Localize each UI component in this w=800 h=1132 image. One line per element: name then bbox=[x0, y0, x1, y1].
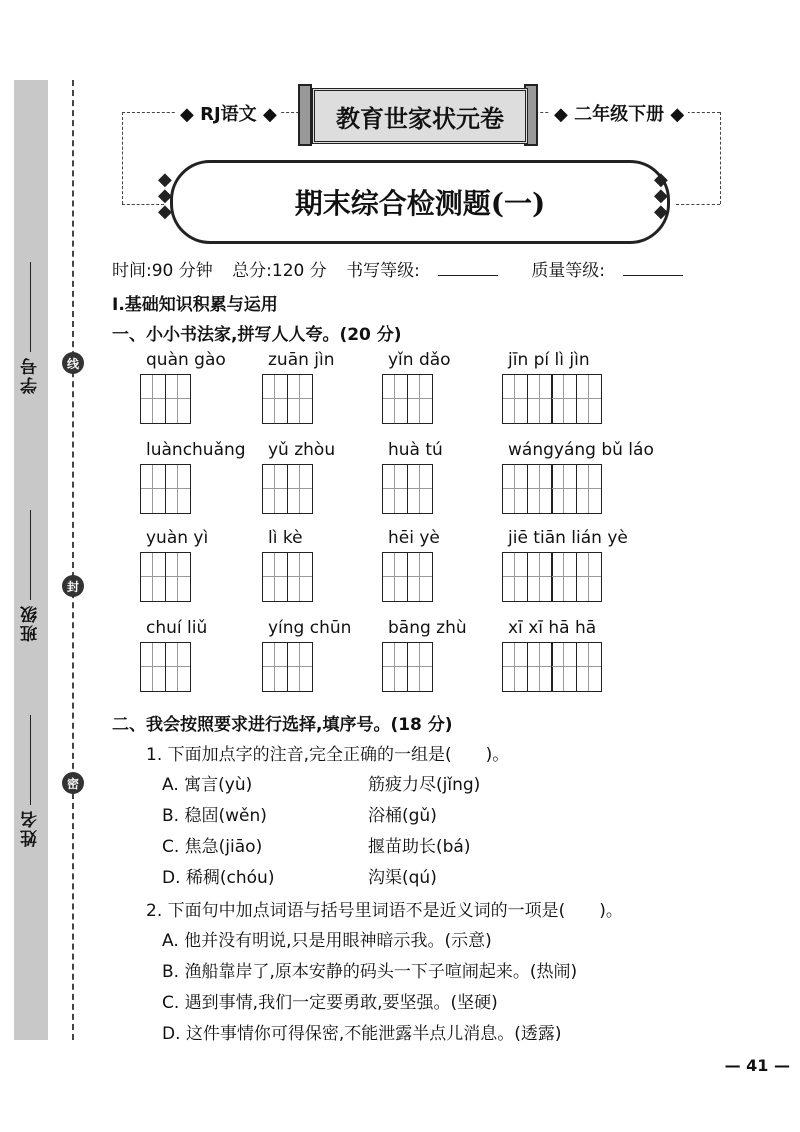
tianzige-grid bbox=[262, 642, 311, 692]
q2-option: A. 他并没有明说,只是用眼神暗示我。(示意) bbox=[162, 931, 492, 951]
class-field bbox=[18, 510, 43, 642]
section2-title: 二、我会按照要求进行选择,填序号。(18 分) bbox=[112, 715, 453, 735]
writing-cell[interactable] bbox=[407, 464, 433, 514]
pinyin-row bbox=[140, 528, 720, 618]
part-title: Ⅰ.基础知识积累与运用 bbox=[112, 295, 278, 315]
tianzige-grid bbox=[140, 642, 189, 692]
name-label: 姓名 bbox=[21, 809, 41, 847]
pinyin-text: jīn pí lì jìn bbox=[508, 350, 590, 370]
writing-cell[interactable] bbox=[382, 642, 408, 692]
pinyin-text: quàn gào bbox=[146, 350, 226, 370]
writing-cell[interactable] bbox=[527, 374, 553, 424]
pinyin-text: yǔ zhòu bbox=[268, 440, 336, 460]
writing-cell[interactable] bbox=[576, 374, 602, 424]
writing-cell[interactable] bbox=[407, 552, 433, 602]
section1-title: 一、小小书法家,拼写人人夸。(20 分) bbox=[112, 325, 402, 345]
writing-cell[interactable] bbox=[576, 552, 602, 602]
pinyin-row bbox=[140, 440, 720, 530]
seal-secret: 密 bbox=[62, 772, 84, 794]
writing-cell[interactable] bbox=[140, 464, 166, 514]
tianzige-grid bbox=[382, 464, 431, 514]
pinyin-text: yíng chūn bbox=[268, 618, 352, 638]
writing-cell[interactable] bbox=[527, 552, 553, 602]
diamond-ornament-left: ◆ ◆ ◆ bbox=[158, 169, 172, 222]
quality-grade-label: 质量等级: bbox=[531, 261, 606, 281]
diamond-ornament-right: ◆ ◆ ◆ bbox=[654, 169, 668, 222]
tianzige-grid bbox=[382, 552, 431, 602]
tianzige-grid bbox=[382, 374, 431, 424]
tianzige-grid bbox=[140, 464, 189, 514]
q2-option: D. 这件事情你可得保密,不能泄露半点儿消息。(透露) bbox=[162, 1024, 562, 1044]
scroll-left bbox=[298, 84, 312, 146]
writing-cell[interactable] bbox=[262, 552, 288, 602]
writing-cell[interactable] bbox=[502, 464, 528, 514]
writing-cell[interactable] bbox=[502, 552, 528, 602]
tianzige-grid bbox=[262, 552, 311, 602]
pinyin-text: huà tú bbox=[388, 440, 443, 460]
tianzige-grid bbox=[502, 374, 600, 424]
series-banner: 教育世家状元卷 bbox=[312, 88, 528, 144]
writing-cell[interactable] bbox=[382, 374, 408, 424]
pinyin-text: yǐn dǎo bbox=[388, 350, 451, 370]
tianzige-grid bbox=[502, 642, 600, 692]
exam-info bbox=[112, 256, 711, 281]
q2-option: C. 遇到事情,我们一定要勇敢,要坚强。(坚硬) bbox=[162, 993, 498, 1013]
student-id-label: 学号 bbox=[21, 356, 41, 394]
writing-cell[interactable] bbox=[140, 552, 166, 602]
pinyin-text: zuān jìn bbox=[268, 350, 335, 370]
quality-grade-blank[interactable] bbox=[623, 275, 683, 276]
writing-cell[interactable] bbox=[165, 464, 191, 514]
q1-option: 揠苗助长(bá) bbox=[368, 837, 471, 857]
tianzige-grid bbox=[262, 464, 311, 514]
writing-cell[interactable] bbox=[262, 374, 288, 424]
student-id-field bbox=[18, 262, 43, 394]
pinyin-row bbox=[140, 618, 720, 708]
writing-cell[interactable] bbox=[502, 642, 528, 692]
pinyin-text: xī xī hā hā bbox=[508, 618, 597, 638]
tianzige-grid bbox=[502, 464, 600, 514]
writing-cell[interactable] bbox=[551, 464, 577, 514]
writing-grade-label: 书写等级: bbox=[346, 261, 420, 281]
pinyin-row bbox=[140, 350, 720, 440]
writing-cell[interactable] bbox=[576, 642, 602, 692]
tianzige-grid bbox=[502, 552, 600, 602]
pinyin-text: jiē tiān lián yè bbox=[508, 528, 628, 548]
writing-cell[interactable] bbox=[382, 464, 408, 514]
page-number: — 41 — bbox=[724, 1056, 790, 1075]
time-limit: 时间:90 分钟 bbox=[112, 261, 213, 281]
writing-cell[interactable] bbox=[287, 552, 313, 602]
writing-cell[interactable] bbox=[287, 642, 313, 692]
total-score: 总分:120 分 bbox=[232, 261, 327, 281]
writing-cell[interactable] bbox=[502, 374, 528, 424]
pinyin-text: hēi yè bbox=[388, 528, 440, 548]
pinyin-text: wángyáng bǔ láo bbox=[508, 440, 654, 460]
q1-option: 筋疲力尽(jǐng) bbox=[368, 775, 481, 795]
q1-option: 沟渠(qú) bbox=[368, 868, 437, 888]
name-field bbox=[18, 715, 43, 847]
writing-cell[interactable] bbox=[140, 374, 166, 424]
writing-cell[interactable] bbox=[527, 642, 553, 692]
writing-cell[interactable] bbox=[262, 642, 288, 692]
writing-cell[interactable] bbox=[382, 552, 408, 602]
pinyin-text: lì kè bbox=[268, 528, 303, 548]
writing-cell[interactable] bbox=[287, 374, 313, 424]
writing-cell[interactable] bbox=[551, 374, 577, 424]
cut-line bbox=[72, 80, 74, 1040]
q1-option: A. 寓言(yù) bbox=[162, 775, 253, 795]
q1-option: B. 稳固(wěn) bbox=[162, 806, 267, 826]
tianzige-grid bbox=[140, 552, 189, 602]
pinyin-text: bāng zhù bbox=[388, 618, 467, 638]
tianzige-grid bbox=[262, 374, 311, 424]
pinyin-text: luànchuǎng bbox=[146, 440, 246, 460]
writing-cell[interactable] bbox=[527, 464, 553, 514]
writing-cell[interactable] bbox=[165, 374, 191, 424]
pinyin-text: yuàn yì bbox=[146, 528, 209, 548]
tianzige-grid bbox=[140, 374, 189, 424]
pinyin-text: chuí liǔ bbox=[146, 618, 208, 638]
writing-cell[interactable] bbox=[165, 552, 191, 602]
question-2: 2. 下面句中加点词语与括号里词语不是近义词的一项是( )。 bbox=[146, 901, 623, 921]
writing-cell[interactable] bbox=[551, 552, 577, 602]
writing-cell[interactable] bbox=[407, 374, 433, 424]
grade-label: ◆ 二年级下册 ◆ bbox=[550, 100, 688, 126]
q1-option: C. 焦急(jiāo) bbox=[162, 837, 263, 857]
writing-cell[interactable] bbox=[287, 464, 313, 514]
writing-cell[interactable] bbox=[576, 464, 602, 514]
q2-option: B. 渔船靠岸了,原本安静的码头一下子喧闹起来。(热闹) bbox=[162, 962, 578, 982]
class-label: 班级 bbox=[21, 604, 41, 642]
writing-grade-blank[interactable] bbox=[438, 275, 498, 276]
q1-option: 浴桶(gǔ) bbox=[368, 806, 437, 826]
seal-line: 线 bbox=[62, 352, 84, 374]
writing-cell[interactable] bbox=[165, 642, 191, 692]
tianzige-grid bbox=[382, 642, 431, 692]
subject-label: ◆ RJ语文 ◆ bbox=[176, 100, 281, 126]
exam-title: 期末综合检测题(一) bbox=[170, 160, 670, 244]
writing-cell[interactable] bbox=[407, 642, 433, 692]
writing-cell[interactable] bbox=[140, 642, 166, 692]
writing-cell[interactable] bbox=[262, 464, 288, 514]
seal-seal: 封 bbox=[62, 575, 84, 597]
q1-option: D. 稀稠(chóu) bbox=[162, 868, 275, 888]
writing-cell[interactable] bbox=[551, 642, 577, 692]
question-1: 1. 下面加点字的注音,完全正确的一组是( )。 bbox=[146, 745, 510, 765]
